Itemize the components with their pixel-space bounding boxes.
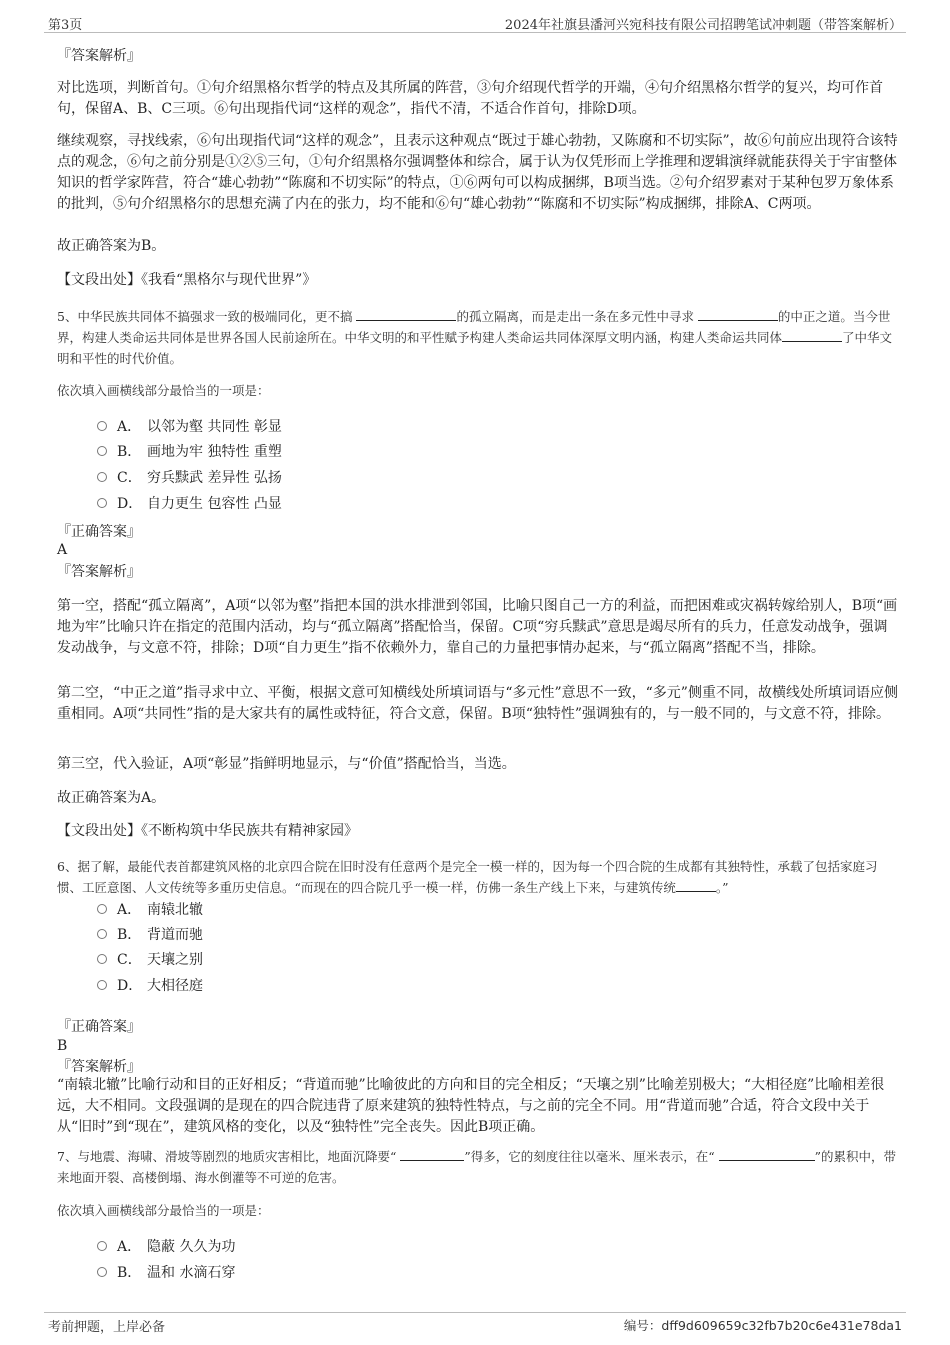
- page-footer: [44, 1312, 906, 1335]
- option-text: 大相径庭: [147, 978, 203, 994]
- q7-prompt: 依次填入画横线部分最恰当的一项是：: [57, 1203, 270, 1218]
- option-text: 南辕北辙: [147, 902, 203, 918]
- q5-blank-1: [356, 307, 456, 321]
- q5-analysis-para1: 第一空，搭配“孤立隔离”，A项“以邻为壑”指把本国的洪水排泄到邻国，比喻只图自己一方的利益，而把困难或灾祸转嫁给别人，B项“画地为牢”比喻只许在指定的范围内活动，均与“孤立隔离”搭配恰当，保留。C项“穷兵黩武”意思是竭尽所有的兵力，任意发动战争，强调发动战争，与文意不符，排除；D项“自力更生”指不依赖外力，靠自己的力量把事情办起来，与“孤立隔离”搭配不当，排除。: [57, 598, 898, 656]
- option-letter: A．: [117, 1239, 142, 1255]
- q5-source: 【文段出处】《不断构筑中华民族共有精神家园》: [57, 823, 358, 839]
- q7-blank-2: [719, 1147, 815, 1161]
- q4-analysis-label: 『答案解析』: [57, 48, 141, 64]
- q5-option-d[interactable]: [97, 494, 282, 514]
- q5-option-b[interactable]: [97, 442, 282, 462]
- option-letter: B．: [117, 927, 142, 943]
- option-text: 天壤之别: [147, 952, 203, 968]
- radio-icon[interactable]: [97, 980, 107, 990]
- option-text: 自力更生 包容性 凸显: [147, 496, 282, 512]
- radio-icon[interactable]: [97, 1241, 107, 1251]
- q4-analysis-para2: 继续观察，寻找线索，⑥句出现指代词“这样的观念”，且表示这种观点“既过于雄心勃勃，又陈腐和不切实际”，故⑥句前应出现符合该特点的观念，⑥句之前分别是①②⑤三句，①句介绍黑格尔强调整体和综合，属于认为仅凭形而上学推理和逻辑演绎就能获得关于宇宙整体知识的哲学家阵营，符合“雄心勃勃”“陈腐和不切实际”的特点，①⑥两句可以构成捆绑，B项当选。②句介绍罗素对于某种包罗万象体系的批判，⑤句介绍黑格尔的思想充满了内在的张力，均不能和⑥句“雄心勃勃”“陈腐和不切实际”构成捆绑，排除A、C两项。: [57, 133, 898, 212]
- q5-conclusion: 故正确答案为A。: [57, 790, 166, 806]
- radio-icon[interactable]: [97, 472, 107, 482]
- option-text: 背道而驰: [147, 927, 203, 943]
- option-text: 以邻为壑 共同性 彰显: [147, 419, 282, 435]
- q5-answer: A: [57, 542, 68, 558]
- q7-option-a[interactable]: [97, 1237, 235, 1257]
- page-header: [44, 12, 906, 33]
- q7-stem-part2: ”得多，它的刻度往往以毫米、厘米表示，在“: [464, 1149, 719, 1164]
- radio-icon[interactable]: [97, 1267, 107, 1277]
- option-letter: C．: [117, 952, 142, 968]
- q6-analysis-label: 『答案解析』: [57, 1059, 141, 1075]
- q5-stem: [57, 306, 898, 369]
- footer-slogan: 考前押题，上岸必备: [48, 1320, 166, 1335]
- q6-stem-part1: 6、据了解，最能代表首都建筑风格的北京四合院在旧时没有任意两个是完全一模一样的，因为每一个四合院的生成都有其独特性，承载了包括家庭习惯、工匠意图、人文传统等多重历史信息。“而现在的四合院几乎一模一样，仿佛一条生产线上下来，与建筑传统: [57, 859, 878, 895]
- q5-analysis-para2: 第二空，“中正之道”指寻求中立、平衡，根据文意可知横线处所填词语与“多元性”意思不一致，“多元”侧重不同，故横线处所填词语应侧重相同。A项“共同性”指的是大家共有的属性或特征，符合文意，保留。B项“独特性”强调独有的，与一般不同的，与文意不符，排除。: [57, 685, 898, 722]
- q5-blank-2: [698, 307, 778, 321]
- q6-option-b[interactable]: [97, 925, 203, 945]
- q5-stem-part2: 的孤立隔离，而是走出一条在多元性中寻求: [456, 309, 698, 324]
- option-letter: D．: [117, 496, 143, 512]
- q5-stem-part1: 5、中华民族共同体不搞强求一致的极端同化，更不搞: [57, 309, 357, 324]
- q6-blank: [676, 878, 716, 892]
- q4-source: 【文段出处】《我看“黑格尔与现代世界”》: [57, 272, 317, 288]
- q5-stem-part3: 的中正之道。当今世界，构建人类命运共同体是世界各国人民前途所在。中华文明的和平性赋予构建人类命运共同体深厚文明内涵，构建人类命运共同体: [57, 309, 891, 345]
- q4-conclusion: 故正确答案为B。: [57, 238, 166, 254]
- q5-analysis-para3: 第三空，代入验证，A项“彰显”指鲜明地显示，与“价值”搭配恰当，当选。: [57, 756, 516, 772]
- radio-icon[interactable]: [97, 954, 107, 964]
- q6-analysis: “南辕北辙”比喻行动和目的正好相反；“背道而驰”比喻彼此的方向和目的完全相反；“天壤之别”比喻差别极大；“大相径庭”比喻相差很远，大不相同。文段强调的是现在的四合院违背了原来建筑的独特性特点，与之前的完全不同。用“背道而驰”合适，符合文段中关于从“旧时”到“现在”，建筑风格的变化，以及“独特性”完全丧失。因此B项正确。: [57, 1077, 885, 1135]
- radio-icon[interactable]: [97, 498, 107, 508]
- radio-icon[interactable]: [97, 446, 107, 456]
- option-letter: A．: [117, 419, 142, 435]
- q6-stem: [57, 856, 898, 898]
- q5-stem-part4: 了中华文明和平性的时代价值。: [57, 330, 893, 366]
- q7-stem-part1: 7、与地震、海啸、滑坡等剧烈的地质灾害相比，地面沉降要“: [57, 1149, 401, 1164]
- document-title: 2024年社旗县潘河兴宛科技有限公司招聘笔试冲刺题（带答案解析）: [504, 18, 902, 33]
- q6-stem-part2: 。”: [715, 880, 729, 895]
- q5-prompt: 依次填入画横线部分最恰当的一项是：: [57, 383, 270, 398]
- option-text: 隐蔽 久久为功: [147, 1239, 236, 1255]
- option-letter: D．: [117, 978, 143, 994]
- q5-analysis-label: 『答案解析』: [57, 564, 141, 580]
- q6-correct-label: 『正确答案』: [57, 1019, 141, 1035]
- option-letter: C．: [117, 470, 142, 486]
- option-text: 画地为牢 独特性 重塑: [147, 444, 282, 460]
- q7-stem: [57, 1146, 898, 1188]
- q5-correct-label: 『正确答案』: [57, 524, 141, 540]
- document-code: 编号：dff9d609659c32fb7b20c6e431e78da1: [623, 1318, 902, 1333]
- q5-option-c[interactable]: [97, 468, 282, 488]
- q6-option-a[interactable]: [97, 900, 203, 920]
- page-number: 第3页: [48, 18, 83, 33]
- option-text: 温和 水滴石穿: [147, 1265, 236, 1281]
- q7-stem-part3: ”的累积中，带来地面开裂、高楼倒塌、海水倒灌等不可逆的危害。: [57, 1149, 896, 1185]
- q4-analysis-para1: 对比选项，判断首句。①句介绍黑格尔哲学的特点及其所属的阵营，③句介绍现代哲学的开端，④句介绍黑格尔哲学的复兴，均可作首句，保留A、B、C三项。⑥句出现指代词“这样的观念”，指代不清，不适合作首句，排除D项。: [57, 80, 883, 117]
- option-letter: B．: [117, 1265, 142, 1281]
- q7-option-b[interactable]: [97, 1263, 235, 1283]
- option-text: 穷兵黩武 差异性 弘扬: [147, 470, 282, 486]
- q6-option-d[interactable]: [97, 976, 203, 996]
- q5-option-a[interactable]: [97, 417, 282, 437]
- radio-icon[interactable]: [97, 929, 107, 939]
- q6-option-c[interactable]: [97, 950, 203, 970]
- q5-blank-3: [782, 328, 842, 342]
- q6-answer: B: [57, 1038, 68, 1054]
- option-letter: B．: [117, 444, 142, 460]
- option-letter: A．: [117, 902, 142, 918]
- radio-icon[interactable]: [97, 904, 107, 914]
- radio-icon[interactable]: [97, 421, 107, 431]
- q7-blank-1: [400, 1147, 464, 1161]
